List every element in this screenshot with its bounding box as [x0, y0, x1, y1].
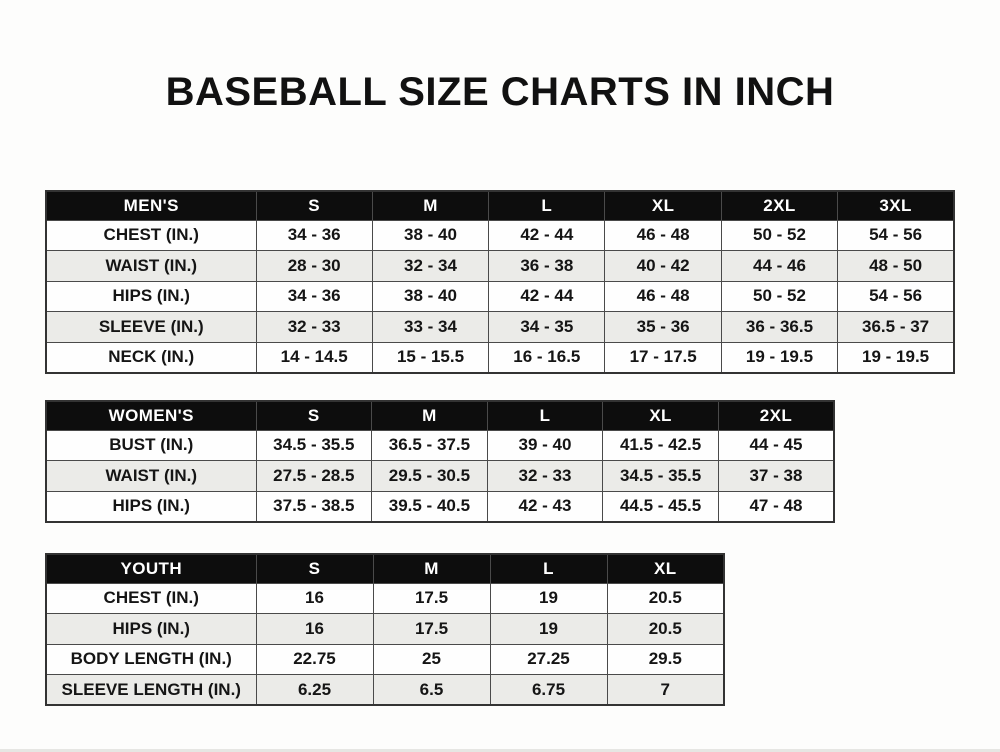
- size-value-cell: 54 - 56: [838, 220, 954, 251]
- table-row: [46, 614, 724, 645]
- size-value-cell: 42 - 44: [489, 281, 605, 312]
- size-value-cell: 17 - 17.5: [605, 342, 721, 373]
- size-value-cell: 32 - 34: [372, 251, 488, 282]
- table-row: [46, 281, 954, 312]
- size-value-cell: 42 - 43: [487, 491, 603, 522]
- size-value-cell: 15 - 15.5: [372, 342, 488, 373]
- size-value-cell: 27.5 - 28.5: [256, 461, 372, 492]
- size-value-cell: 29.5 - 30.5: [372, 461, 488, 492]
- row-label: BODY LENGTH (IN.): [46, 644, 256, 675]
- size-value-cell: 48 - 50: [838, 251, 954, 282]
- size-value-cell: 44.5 - 45.5: [603, 491, 719, 522]
- table-row: [46, 461, 834, 492]
- table-row: [46, 342, 954, 373]
- size-value-cell: 35 - 36: [605, 312, 721, 343]
- size-value-cell: 28 - 30: [256, 251, 372, 282]
- header-row: [46, 554, 724, 583]
- size-value-cell: 32 - 33: [487, 461, 603, 492]
- row-label: SLEEVE (IN.): [46, 312, 256, 343]
- size-value-cell: 16 - 16.5: [489, 342, 605, 373]
- size-value-cell: 41.5 - 42.5: [603, 430, 719, 461]
- size-value-cell: 16: [256, 614, 373, 645]
- size-value-cell: 6.75: [490, 675, 607, 706]
- table-row: [46, 675, 724, 706]
- size-value-cell: 42 - 44: [489, 220, 605, 251]
- size-header-cell: L: [490, 554, 607, 583]
- size-value-cell: 50 - 52: [721, 220, 837, 251]
- row-label: CHEST (IN.): [46, 583, 256, 614]
- size-header-cell: M: [373, 554, 490, 583]
- size-value-cell: 25: [373, 644, 490, 675]
- size-value-cell: 19 - 19.5: [838, 342, 954, 373]
- size-header-cell: 2XL: [718, 401, 834, 430]
- mens-size-table: [45, 190, 955, 374]
- row-label: SLEEVE LENGTH (IN.): [46, 675, 256, 706]
- size-header-cell: L: [489, 191, 605, 220]
- size-value-cell: 44 - 45: [718, 430, 834, 461]
- size-value-cell: 46 - 48: [605, 220, 721, 251]
- size-value-cell: 34.5 - 35.5: [603, 461, 719, 492]
- size-value-cell: 36.5 - 37.5: [372, 430, 488, 461]
- size-value-cell: 19: [490, 583, 607, 614]
- size-value-cell: 14 - 14.5: [256, 342, 372, 373]
- table-title-cell: MEN'S: [46, 191, 256, 220]
- size-header-cell: L: [487, 401, 603, 430]
- size-value-cell: 6.5: [373, 675, 490, 706]
- size-header-cell: S: [256, 191, 372, 220]
- row-label: HIPS (IN.): [46, 281, 256, 312]
- youth-size-table: [45, 553, 725, 706]
- size-value-cell: 37 - 38: [718, 461, 834, 492]
- row-label: BUST (IN.): [46, 430, 256, 461]
- size-value-cell: 7: [607, 675, 724, 706]
- table-row: [46, 312, 954, 343]
- size-value-cell: 34 - 35: [489, 312, 605, 343]
- size-header-cell: XL: [603, 401, 719, 430]
- size-value-cell: 34.5 - 35.5: [256, 430, 372, 461]
- row-label: HIPS (IN.): [46, 491, 256, 522]
- size-value-cell: 27.25: [490, 644, 607, 675]
- size-value-cell: 20.5: [607, 583, 724, 614]
- size-header-cell: XL: [607, 554, 724, 583]
- size-value-cell: 36 - 38: [489, 251, 605, 282]
- size-header-cell: XL: [605, 191, 721, 220]
- size-value-cell: 29.5: [607, 644, 724, 675]
- header-row: [46, 401, 834, 430]
- table-title-cell: YOUTH: [46, 554, 256, 583]
- size-value-cell: 19: [490, 614, 607, 645]
- size-value-cell: 37.5 - 38.5: [256, 491, 372, 522]
- table-row: [46, 220, 954, 251]
- size-value-cell: 39.5 - 40.5: [372, 491, 488, 522]
- row-label: WAIST (IN.): [46, 251, 256, 282]
- size-value-cell: 54 - 56: [838, 281, 954, 312]
- size-header-cell: S: [256, 554, 373, 583]
- size-value-cell: 6.25: [256, 675, 373, 706]
- header-row: [46, 191, 954, 220]
- table-row: [46, 430, 834, 461]
- size-header-cell: 2XL: [721, 191, 837, 220]
- size-value-cell: 36 - 36.5: [721, 312, 837, 343]
- table-title-cell: WOMEN'S: [46, 401, 256, 430]
- size-header-cell: S: [256, 401, 372, 430]
- page-title: BASEBALL SIZE CHARTS IN INCH: [165, 70, 835, 114]
- size-value-cell: 46 - 48: [605, 281, 721, 312]
- row-label: HIPS (IN.): [46, 614, 256, 645]
- table-row: [46, 583, 724, 614]
- size-value-cell: 17.5: [373, 583, 490, 614]
- table-row: [46, 644, 724, 675]
- size-value-cell: 34 - 36: [256, 281, 372, 312]
- size-value-cell: 38 - 40: [372, 220, 488, 251]
- size-value-cell: 40 - 42: [605, 251, 721, 282]
- size-value-cell: 38 - 40: [372, 281, 488, 312]
- womens-size-table: [45, 400, 835, 523]
- size-value-cell: 44 - 46: [721, 251, 837, 282]
- row-label: CHEST (IN.): [46, 220, 256, 251]
- row-label: WAIST (IN.): [46, 461, 256, 492]
- size-value-cell: 16: [256, 583, 373, 614]
- size-value-cell: 32 - 33: [256, 312, 372, 343]
- table-row: [46, 491, 834, 522]
- size-value-cell: 17.5: [373, 614, 490, 645]
- size-value-cell: 39 - 40: [487, 430, 603, 461]
- size-header-cell: 3XL: [838, 191, 954, 220]
- row-label: NECK (IN.): [46, 342, 256, 373]
- size-value-cell: 36.5 - 37: [838, 312, 954, 343]
- size-value-cell: 20.5: [607, 614, 724, 645]
- size-value-cell: 19 - 19.5: [721, 342, 837, 373]
- size-value-cell: 22.75: [256, 644, 373, 675]
- table-row: [46, 251, 954, 282]
- size-value-cell: 34 - 36: [256, 220, 372, 251]
- size-value-cell: 47 - 48: [718, 491, 834, 522]
- size-header-cell: M: [372, 191, 488, 220]
- size-value-cell: 33 - 34: [372, 312, 488, 343]
- size-value-cell: 50 - 52: [721, 281, 837, 312]
- size-header-cell: M: [372, 401, 488, 430]
